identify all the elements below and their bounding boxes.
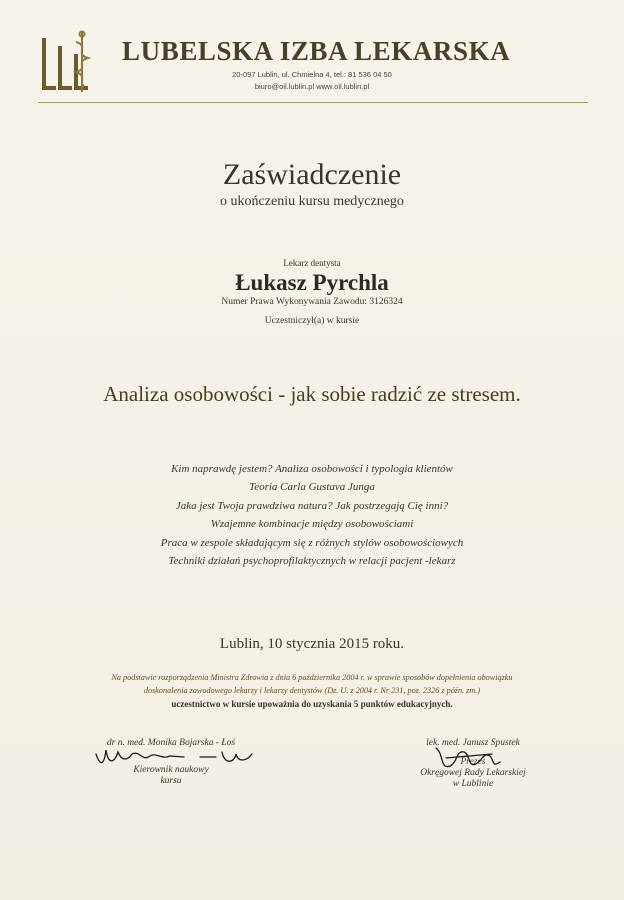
course-title: Analiza osobowości - jak sobie radzić ze stresem. [103,382,521,406]
signatory-name: lek. med. Janusz Spustek [426,738,520,748]
topic-item: Praca w zespole składającym się z różnych stylów osobowościowych [160,536,464,549]
organization-address: 20-097 Lublin, ul. Chmielna 4, tel.: 81 536 04 50 [232,70,392,79]
recipient-name: Łukasz Pyrchla [235,270,389,295]
license-number: Numer Prawa Wykonywania Zawodu: 3126324 [221,297,403,307]
signatory-title: w Lublinie [452,779,494,789]
topic-item: Techniki działań psychoprofilaktycznych w relacji pacjent -lekarz [168,555,456,568]
education-points: uczestnictwo w kursie upoważnia do uzyskania 5 punktów edukacyjnych. [171,699,453,709]
signatory-title: kursu [160,776,182,786]
recipient-role: Lekarz dentysta [283,258,341,268]
letterhead [38,28,588,106]
topic-item: Kim naprawdę jestem? Analiza osobowości i typologia klientów [171,463,453,475]
organization-contact: biuro@oil.lublin.pl www.oil.lublin.pl [254,82,370,91]
certificate-title: Zaświadczenie [222,158,402,191]
signatory-title: Kierownik naukowy [133,765,209,775]
handwritten-signature-right [430,744,510,774]
signatory-title: Prezes [460,757,486,767]
course-topics [0,460,624,570]
signatory-name: dr n. med. Monika Bojarska - Łoś [106,738,236,748]
topic-item: Jaka jest Twoja prawdziwa natura? Jak postrzegają Cię inni? [175,499,449,512]
topic-item: Teoria Carla Gustava Junga [249,481,375,494]
signatory-title: Okręgowej Rady Lekarskiej [420,768,526,778]
legal-basis-line: doskonalenia zawodowego lekarzy i lekarzy dentystów (Dz. U. z 2004 r. Nr 231, poz. 2326 z późn. zm.) [143,686,481,695]
legal-basis [0,671,624,697]
participation-note: Uczestniczył(a) w kursie [264,316,360,326]
certificate-subtitle: o ukończeniu kursu medycznego [220,194,404,209]
topic-item: Wzajemne kombinacje między osobowościami [210,518,414,531]
issue-date: Lublin, 10 stycznia 2015 roku. [219,636,405,652]
legal-basis-line: Na podstawie rozporządzenia Ministra Zdrowia z dnia 6 października 2004 r. w sprawie sposobów dopełnienia obowiązku [111,673,513,682]
handwritten-signature-left [92,744,262,770]
organization-name: LUBELSKA IZBA LEKARSKA [122,36,511,66]
header-divider [38,102,588,103]
medical-chamber-logo-icon [38,28,98,96]
